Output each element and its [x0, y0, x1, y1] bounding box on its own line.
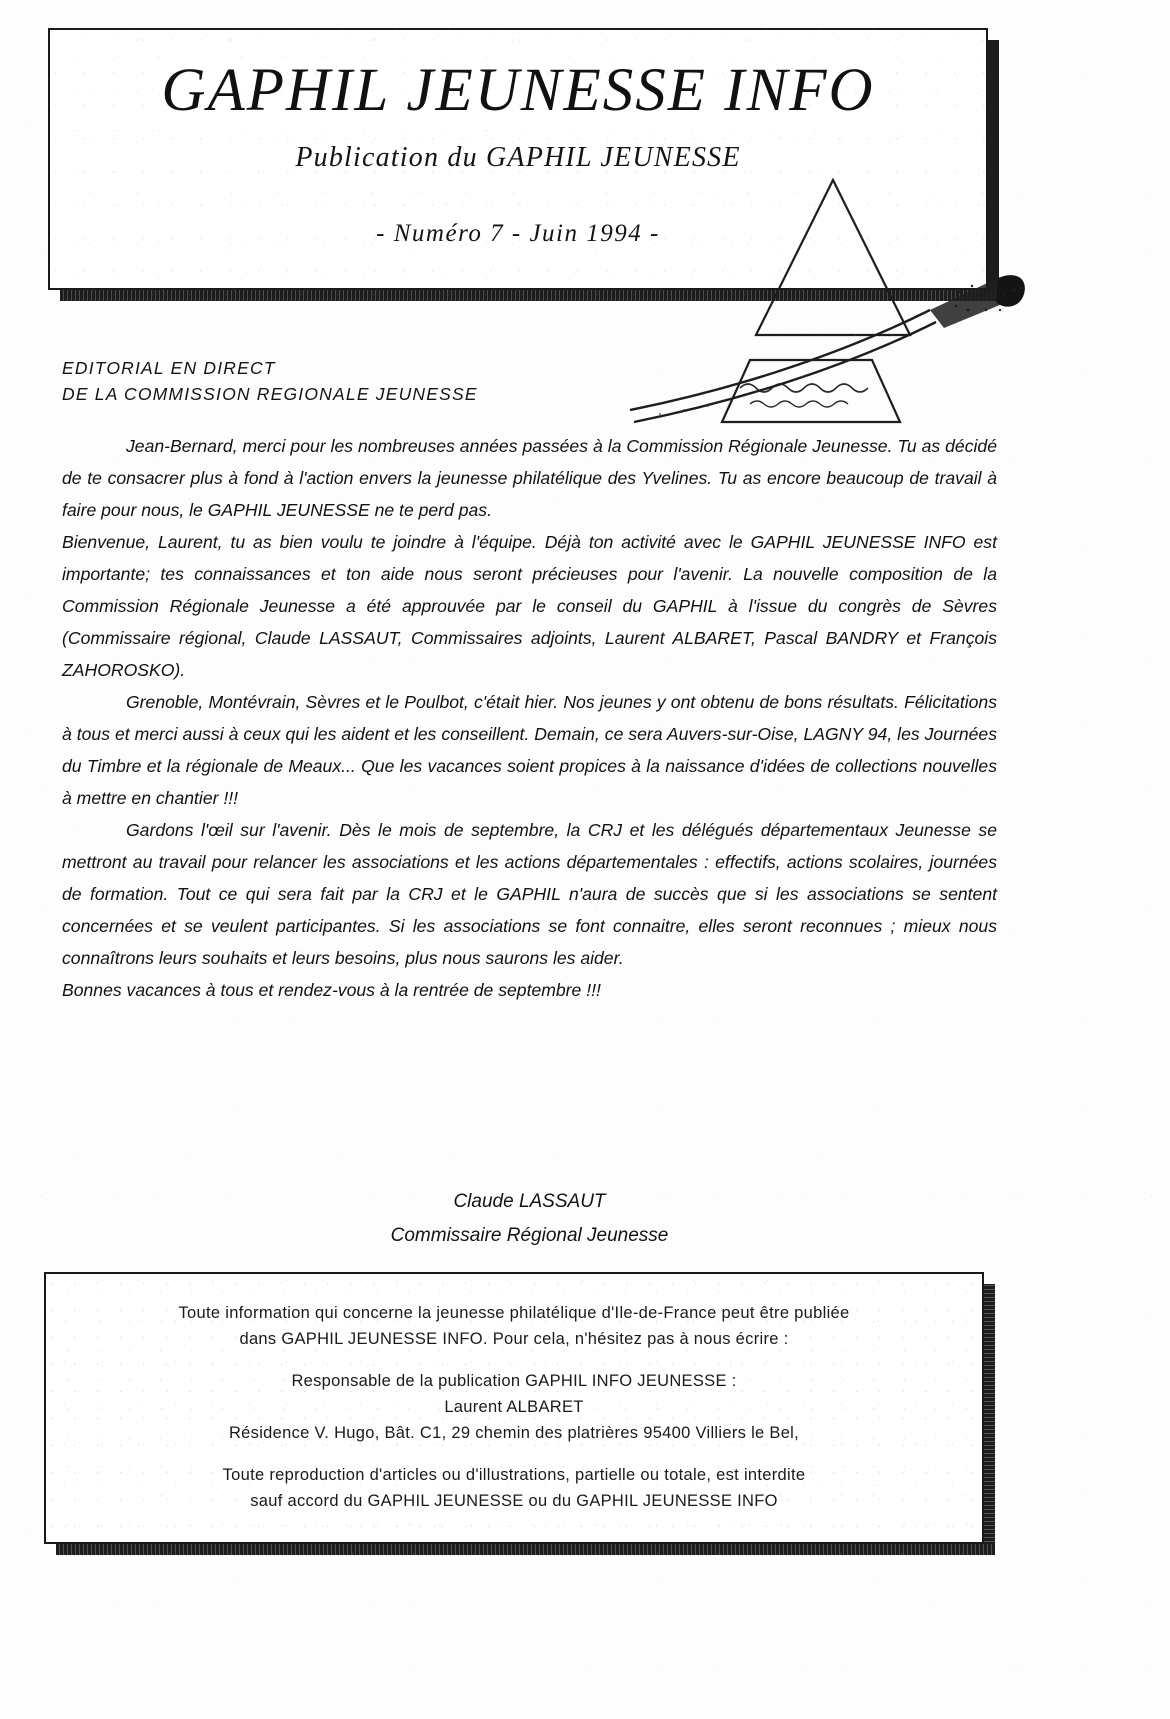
footer-shadow-right: [984, 1284, 995, 1553]
masthead-shadow-bottom: [60, 290, 999, 301]
editorial-paragraph: Jean-Bernard, merci pour les nombreuses années passées à la Commission Régionale Jeunesse. Tu as décidé de te consacrer plus à fond à l'action envers la jeunesse philatélique des Yvelines. Tu as encore beaucoup de travail à faire pour nous, le GAPHIL JEUNESSE ne te perd pas.: [62, 436, 997, 520]
footer-publisher-address: Résidence V. Hugo, Bât. C1, 29 chemin des platrières 95400 Villiers le Bel,: [228, 1424, 800, 1442]
masthead-shadow-right: [988, 40, 999, 298]
editorial-paragraph: Bienvenue, Laurent, tu as bien voulu te joindre à l'équipe. Déjà ton activité avec le GAPHIL JEUNESSE INFO est importante; tes connaissances et ton aide nous seront précieuses pour l'avenir. La nouvelle composition de la Commission Régionale Jeunesse a été approuvée par le conseil du GAPHIL à l'issue du congrès de Sèvres (Commissaire régional, Claude LASSAUT, Commissaires adjoints, Laurent ALBARET, Pascal BANDRY et François ZAHOROSKO).: [62, 532, 997, 680]
footer-publisher-title: Responsable de la publication GAPHIL INFO JEUNESSE :: [291, 1372, 737, 1390]
footer-content: [46, 1300, 982, 1514]
footer-block-copyright: [46, 1462, 982, 1514]
footer-contact-line-1: Toute information qui concerne la jeunesse philatélique d'Ile-de-France peut être publiée: [178, 1304, 850, 1322]
footer-box: [44, 1272, 984, 1544]
editorial-heading-line-1: EDITORIAL EN DIRECT: [62, 358, 276, 378]
signature-role: Commissaire Régional Jeunesse: [390, 1225, 669, 1246]
footer-contact-line-2: dans GAPHIL JEUNESSE INFO. Pour cela, n'hésitez pas à nous écrire :: [239, 1330, 789, 1348]
footer-block-publisher: [46, 1368, 982, 1446]
publication-subtitle: Publication du GAPHIL JEUNESSE: [295, 142, 741, 173]
editorial-body: [62, 430, 997, 1006]
editorial-paragraph: Grenoble, Montévrain, Sèvres et le Poulbot, c'était hier. Nos jeunes y ont obtenu de bons résultats. Félicitations à tous et merci aussi à ceux qui les aident et les conseillent. Demain, ce sera Auvers-sur-Oise, LAGNY 94, les Journées du Timbre et la régionale de Meaux... Que les vacances soient propices à la naissance d'idées de collections nouvelles à mettre en chantier !!!: [62, 692, 997, 808]
editorial-signature: [62, 1185, 997, 1253]
footer-copyright-line-2: sauf accord du GAPHIL JEUNESSE ou du GAPHIL JEUNESSE INFO: [250, 1492, 778, 1510]
signature-name: Claude LASSAUT: [453, 1191, 606, 1212]
editorial-heading: [62, 355, 478, 408]
footer-shadow-bottom: [56, 1544, 995, 1555]
editorial-paragraph: Gardons l'œil sur l'avenir. Dès le mois de septembre, la CRJ et les délégués départementaux Jeunesse se mettront au travail pour relancer les associations et les actions départementales : effectifs, actions scolaires, journées de formation. Tout ce qui sera fait par la CRJ et le GAPHIL n'aura de succès que si les associations se sentent concernées et se veulent participantes. Si les associations se font connaitre, elles seront reconnues ; mieux nous connaîtrons leurs souhaits et leurs besoins, plus nous saurons les aider.: [62, 820, 997, 968]
editorial-paragraph: Bonnes vacances à tous et rendez-vous à la rentrée de septembre !!!: [62, 980, 601, 1000]
footer-copyright-line-1: Toute reproduction d'articles ou d'illustrations, partielle ou totale, est interdite: [222, 1466, 806, 1484]
footer-publisher-name: Laurent ALBARET: [444, 1398, 584, 1416]
publication-issue: - Numéro 7 - Juin 1994 -: [376, 220, 660, 247]
masthead-box: [48, 28, 988, 290]
publication-title: GAPHIL JEUNESSE INFO: [161, 57, 875, 124]
footer-block-contact: [46, 1300, 982, 1352]
editorial-heading-line-2: DE LA COMMISSION REGIONALE JEUNESSE: [62, 384, 478, 405]
